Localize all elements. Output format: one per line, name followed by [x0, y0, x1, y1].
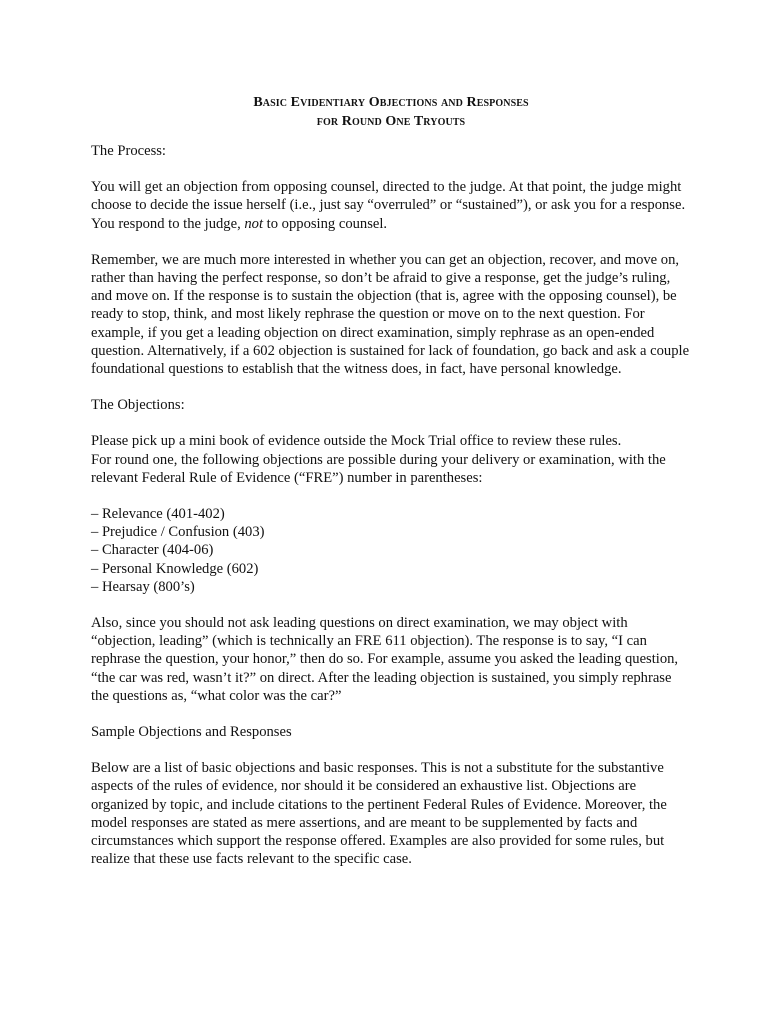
objection-list-item: – Relevance (401-402) — [91, 506, 225, 523]
objections-paragraph-1-line-2: For round one, the following objections are possible during your delivery or examination, with the relevant Federal Rule of Evidence (“FRE”) number in parentheses: — [91, 451, 666, 486]
sample-heading: Sample Objections and Responses — [91, 724, 292, 741]
document-title — [91, 93, 691, 131]
process-paragraph-2: Remember, we are much more interested in whether you can get an objection, recover, and move on, rather than having the perfect response, so don’t be afraid to give a response, get the judge’s ruling, and move on. If the response is to sustain the objection (that is, agree with the opposing counsel), be ready to stop, think, and most likely rephrase the question or move on to the next question. For example, if you get a leading objection on direct examination, simply rephrase as an open-ended question. Alternatively, if a 602 objection is sustained for lack of foundation, go back and ask a couple foundational questions to establish that the witness does, in fact, have personal knowledge. — [91, 251, 690, 378]
sample-paragraph-1: Below are a list of basic objections and basic responses. This is not a substitute for the substantive aspects of the rules of evidence, nor should it be considered an exhaustive list. Objections are organized by topic, and include citations to the pertinent Federal Rules of Evidence. Moreover, the model responses are stated as mere assertions, and are meant to be supplemented by facts and circumstances which support the response offered. Examples are also provided for some rules, but realize that these use facts relevant to the specific case. — [91, 760, 667, 868]
objection-list — [91, 505, 691, 596]
process-paragraph-1 — [91, 178, 691, 233]
objections-paragraph-1 — [91, 432, 691, 487]
objection-list-item: – Prejudice / Confusion (403) — [91, 524, 265, 541]
objections-paragraph-1-line-1: Please pick up a mini book of evidence outside the Mock Trial office to review these rules. — [91, 433, 622, 450]
objection-list-item: – Personal Knowledge (602) — [91, 560, 259, 577]
objections-heading: The Objections: — [91, 397, 185, 414]
process-paragraph-1-text-a: You will get an objection from opposing counsel, directed to the judge. At that point, the judge might choose to decide the issue herself (i.e., just say “overruled” or “sustained”), or ask you for a response. You respond to the judge, — [91, 179, 686, 232]
objections-paragraph-2: Also, since you should not ask leading questions on direct examination, we may object with “objection, leading” (which is technically an FRE 611 objection). The response is to say, “I can rephrase the question, your honor,” then do so. For example, assume you asked the leading question, “the car was red, wasn’t it?” on direct. After the leading objection is sustained, you simply rephrase the questions as, “what color was the car?” — [91, 615, 679, 704]
document-body — [91, 93, 691, 887]
process-heading: The Process: — [91, 143, 166, 159]
process-paragraph-1-emphasis: not — [244, 215, 264, 232]
objection-list-item: – Hearsay (800’s) — [91, 578, 195, 595]
objection-list-item: – Character (404-06) — [91, 542, 214, 559]
document-title-line-2: for Round One Tryouts — [316, 114, 466, 129]
process-paragraph-1-text-b: to opposing counsel. — [263, 215, 388, 232]
document-title-line-1: Basic Evidentiary Objections and Responses — [253, 95, 529, 110]
